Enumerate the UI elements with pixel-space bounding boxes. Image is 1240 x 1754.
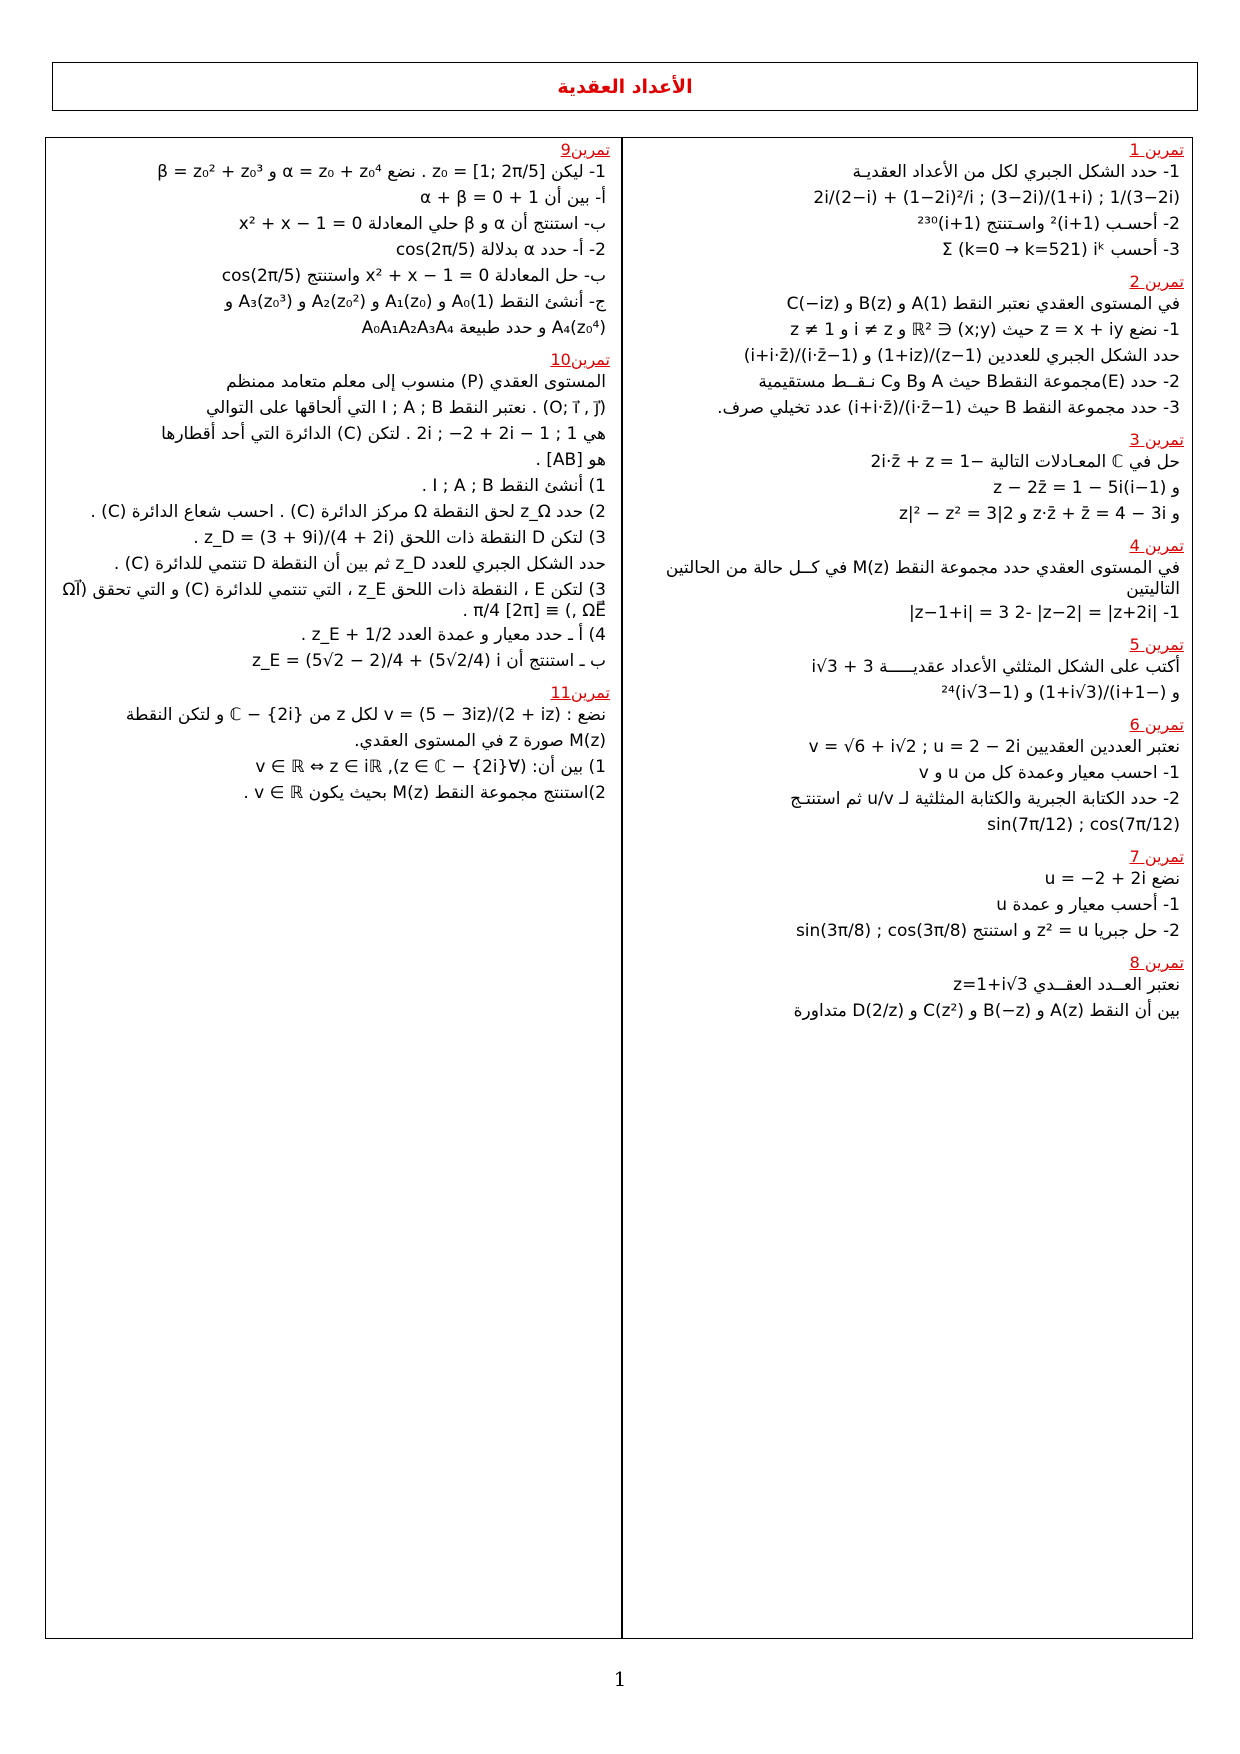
exercise-line: هو [AB] . — [535, 450, 606, 470]
exercise-line: 3) لتكن E ، النقطة ذات اللحق z_E ، التي تنتمي للدائرة (C) و التي تحقق (ΩI⃗ , ΩE⃗) ≡ π/4 [2π] . — [62, 580, 606, 622]
exercise-line: 1- نضع z = x + iy حيث (x;y) ∈ ℝ² و i ≠ z و z ≠ 1 — [790, 320, 1180, 340]
exercise-line: 2- حدد الكتابة الجبرية والكتابة المثلثية لـ u/v ثم استنتـج — [790, 788, 1180, 809]
exercise-line: ب- استنتج أن α و β حلي المعادلة x² + x − 1 = 0 — [238, 214, 606, 234]
exercise-line: في المستوى العقدي نعتبر النقط A(1) و B(z) و C(−iz) — [786, 294, 1180, 314]
exercise-line: 3- حدد مجموعة النقط B حيث (1−i·z̄)/(i+i·z̄) عدد تخيلي صرف. — [717, 398, 1180, 418]
exercise-line: 1) أنشئ النقط I ; A ; B . — [421, 476, 606, 496]
exercise-line: 2i/(2−i) + (1−2i)²/i ; (3−2i)/(1+i) ; 1/(3−2i) — [813, 188, 1180, 208]
exercise-line: ج- أنشئ النقط A₀(1) و A₁(z₀) و A₂(z₀²) و A₃(z₀³) و — [224, 292, 606, 312]
exercise-line: حل في ℂ المعـادلات التالية −2i·z̄ + z = 1 — [870, 452, 1180, 472]
exercise-line: 1) بين أن: (∀z ∈ ℂ − {2i}), v ∈ ℝ ⇔ z ∈ iℝ — [255, 756, 606, 777]
exercise-block — [58, 140, 610, 342]
page-title: الأعداد العقدية — [557, 75, 693, 98]
exercise-line: و z·z̄ + z̄ = 4 − 3i و 2|z|² − z² = 3 — [898, 504, 1180, 524]
page-title-box — [52, 62, 1198, 111]
exercise-line: A₄(z₀⁴) و حدد طبيعة A₀A₁A₂A₃A₄ — [361, 318, 606, 338]
exercise-line: 1- ليكن z₀ = [1; 2π/5] . نضع α = z₀ + z₀⁴ و β = z₀² + z₀³ — [157, 162, 606, 182]
exercise-line: 2) حدد z_Ω لحق النقطة Ω مركز الدائرة (C) . احسب شعاع الدائرة (C) . — [90, 502, 606, 522]
exercise-line: نعتبر العددين العقديين v = √6 + i√2 ; u = 2 − 2i — [808, 736, 1180, 757]
exercise-line: و (1−i)z − 2z̄ = 1 − 5i — [993, 478, 1180, 498]
exercise-line: M(z) صورة z في المستوى العقدي. — [354, 730, 606, 751]
exercise-line: أ- بين أن 1 + α + β = 0 — [420, 188, 606, 208]
exercise-title: تمرين 6 — [1129, 714, 1184, 734]
exercise-line: هي 1 ; 1 − 2i ; −2 + 2i . لتكن (C) الدائرة التي أحد أقطارها — [161, 424, 606, 444]
exercise-title: تمرين9 — [560, 140, 610, 159]
exercise-title: تمرين 5 — [1129, 634, 1184, 654]
exercise-line: 2- حدد (E)مجموعة النقطB حيث A وB وC نـقــط مستقيمية — [758, 372, 1180, 392]
exercise-title: تمرين11 — [550, 682, 610, 702]
exercise-line: و (−1+i)/(1+i√3) و (1−i√3)²⁴ — [941, 682, 1180, 703]
exercise-block — [632, 635, 1184, 707]
exercise-block — [632, 140, 1184, 264]
exercise-block — [632, 953, 1184, 1025]
exercise-line: بين أن النقط A(z) و B(−z) و C(z²) و D(2/z) متداورة — [793, 1000, 1180, 1021]
right-column — [632, 140, 1184, 1033]
exercise-block — [632, 272, 1184, 422]
exercise-line: في المستوى العقدي حدد مجموعة النقط M(z) في كــل حالة من الحالتين التاليتين — [665, 558, 1180, 600]
column-divider — [621, 137, 623, 1639]
exercise-block — [632, 715, 1184, 839]
exercise-title: تمرين 1 — [1129, 140, 1184, 159]
exercise-line: نعتبر العــدد العقــدي z=1+i√3 — [953, 974, 1180, 995]
exercise-block — [632, 536, 1184, 627]
left-column — [58, 140, 610, 815]
exercise-line: حدد الشكل الجبري للعددين (1−z)/(1+iz) و (1−i·z̄)/(i+i·z̄) — [743, 346, 1180, 366]
exercise-line: أكتب على الشكل المثلثي الأعداد عقديـــــة 3 + i√3 — [811, 656, 1180, 677]
exercise-line: نضع u = −2 + 2i — [1044, 868, 1180, 889]
exercise-line: 4) أ ـ حدد معيار و عمدة العدد z_E + 1/2 . — [300, 624, 606, 645]
exercise-line: 2- أحسـب (1+i)² واسـتنتج (1+i)²³⁰ — [917, 214, 1180, 234]
exercise-line: (O; i⃗ , j⃗) . نعتبر النقط I ; A ; B التي ألحاقها على التوالي — [205, 398, 606, 418]
exercise-title: تمرين 4 — [1129, 536, 1184, 555]
exercise-block — [58, 350, 610, 675]
exercise-title: تمرين 3 — [1129, 430, 1184, 449]
exercise-block — [58, 683, 610, 807]
exercise-line: 3- أحسب Σ (k=0 → k=521) iᵏ — [941, 240, 1180, 260]
exercise-title: تمرين10 — [550, 350, 610, 369]
exercise-line: نضع : v = (5 − 3iz)/(2 + iz) لكل z من ℂ − {2i} و لتكن النقطة — [125, 704, 606, 725]
exercise-line: 1- حدد الشكل الجبري لكل من الأعداد العقديـة — [852, 162, 1180, 182]
exercise-title: تمرين 2 — [1129, 272, 1184, 291]
exercise-line: 2)استنتج مجموعة النقط M(z) بحيث يكون v ∈ ℝ . — [243, 782, 606, 803]
exercise-line: 2- حل جبريا z² = u و استنتج sin(3π/8) ; cos(3π/8) — [795, 920, 1180, 941]
exercise-line: sin(7π/12) ; cos(7π/12) — [987, 814, 1180, 835]
exercise-title: تمرين 8 — [1129, 952, 1184, 972]
exercise-line: ب- حل المعادلة x² + x − 1 = 0 واستنتج cos(2π/5) — [221, 266, 606, 286]
exercise-line: المستوى العقدي (P) منسوب إلى معلم متعامد ممنظم — [226, 372, 606, 392]
exercise-block — [632, 430, 1184, 528]
exercise-line: 1- أحسب معيار و عمدة u — [996, 894, 1180, 915]
page-number: 1 — [613, 1667, 627, 1691]
exercise-line: ب ـ استنتج أن z_E = (5√2 − 2)/4 + (5√2/4) i — [252, 650, 606, 671]
exercise-title: تمرين 7 — [1129, 846, 1184, 866]
exercise-block — [632, 847, 1184, 945]
exercise-line: حدد الشكل الجبري للعدد z_D ثم بين أن النقطة D تنتمي للدائرة (C) . — [113, 554, 606, 574]
exercise-line: 3) لتكن D النقطة ذات اللحق z_D = (3 + 9i)/(4 + 2i) . — [193, 528, 606, 548]
exercise-line: 2- أ- حدد α بدلالة cos(2π/5) — [395, 240, 606, 260]
exercise-line: 1- احسب معيار وعمدة كل من u و v — [918, 762, 1180, 783]
exercise-line: 1- |z−1+i| = 3 2- |z−2| = |z+2i| — [908, 602, 1180, 623]
